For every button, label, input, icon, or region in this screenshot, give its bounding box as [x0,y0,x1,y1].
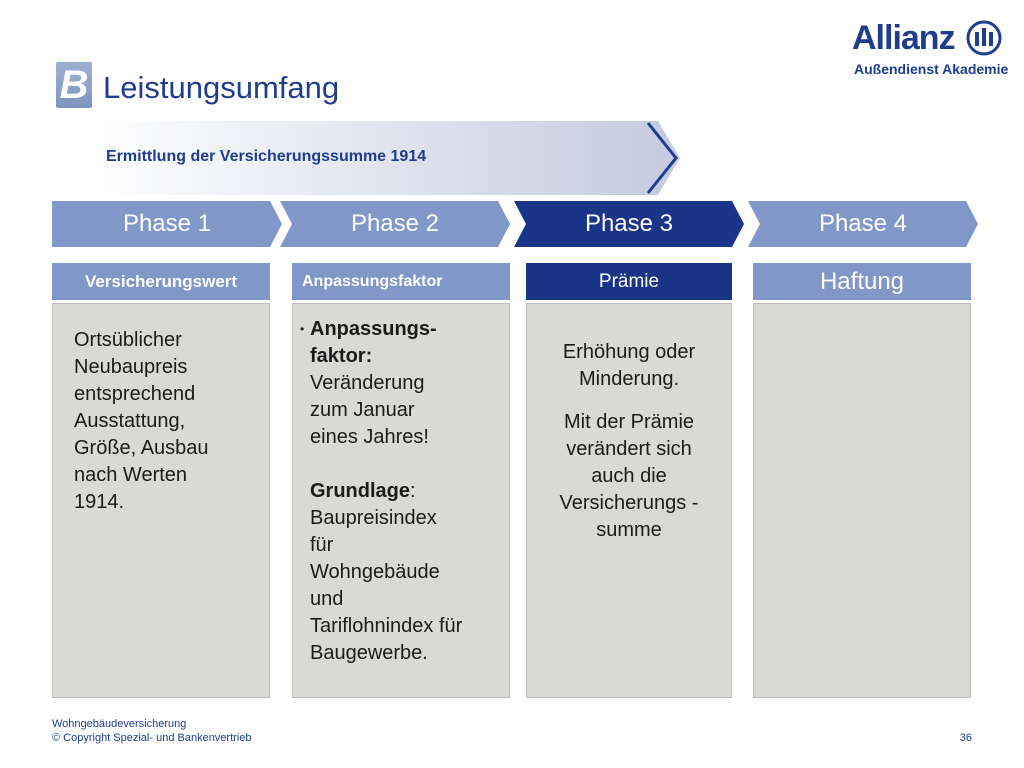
logo-wordmark: Allianz [852,19,955,57]
logo-subline: Außendienst Akademie [854,61,1009,77]
allianz-logo [852,18,1009,80]
column-box-haftung [753,303,971,698]
topic-banner [90,121,680,195]
phase-1-label: Phase 1 [122,210,212,237]
phase-4-label: Phase 4 [818,210,908,237]
banner-text: Ermittlung der Versicherungssumme 1914 [106,148,427,165]
allianz-emblem-icon [966,20,1002,56]
anpassungsfaktor-description: • Anpassungs- faktor: Veränderung zum Januar eines Jahres! Grundlage: Baupreisindex für Wohngebäude und Tariflohnindex für Baugewerbe. [300,316,505,667]
column-header-versicherungswert: Versicherungswert [52,263,270,300]
bullet: • [300,322,305,336]
term-grundlage: Grundlage [310,480,411,502]
column-header-anpassungsfaktor: Anpassungsfaktor [292,263,510,300]
term-anpassungsfaktor: Anpassungs- [310,318,437,340]
footer-topic: Wohngebäudeversicherung [52,718,187,730]
phase-3-chevron [514,201,744,247]
footer-copyright: © Copyright Spezial- und Bankenvertrieb [52,732,252,744]
footer-info [52,717,252,745]
phase-3-label: Phase 3 [584,210,674,237]
praemie-description: Erhöhung oder Minderung. Mit der Prämie verändert sich auch die Versicherungs - summe [559,341,699,541]
versicherungswert-description: Ortsüblicher Neubaupreis entsprechend Ausstattung, Größe, Ausbau nach Werten 1914. [74,329,209,513]
phase-2-label: Phase 2 [350,210,440,237]
column-header-praemie: Prämie [526,263,732,300]
page-number: 36 [959,732,972,744]
phase-4-chevron [748,201,978,247]
phase-2-chevron [280,201,510,247]
phase-1-chevron [52,201,282,247]
column-header-haftung: Haftung [753,263,971,300]
section-badge: B [56,62,92,108]
page-title: Leistungsumfang [103,70,340,105]
